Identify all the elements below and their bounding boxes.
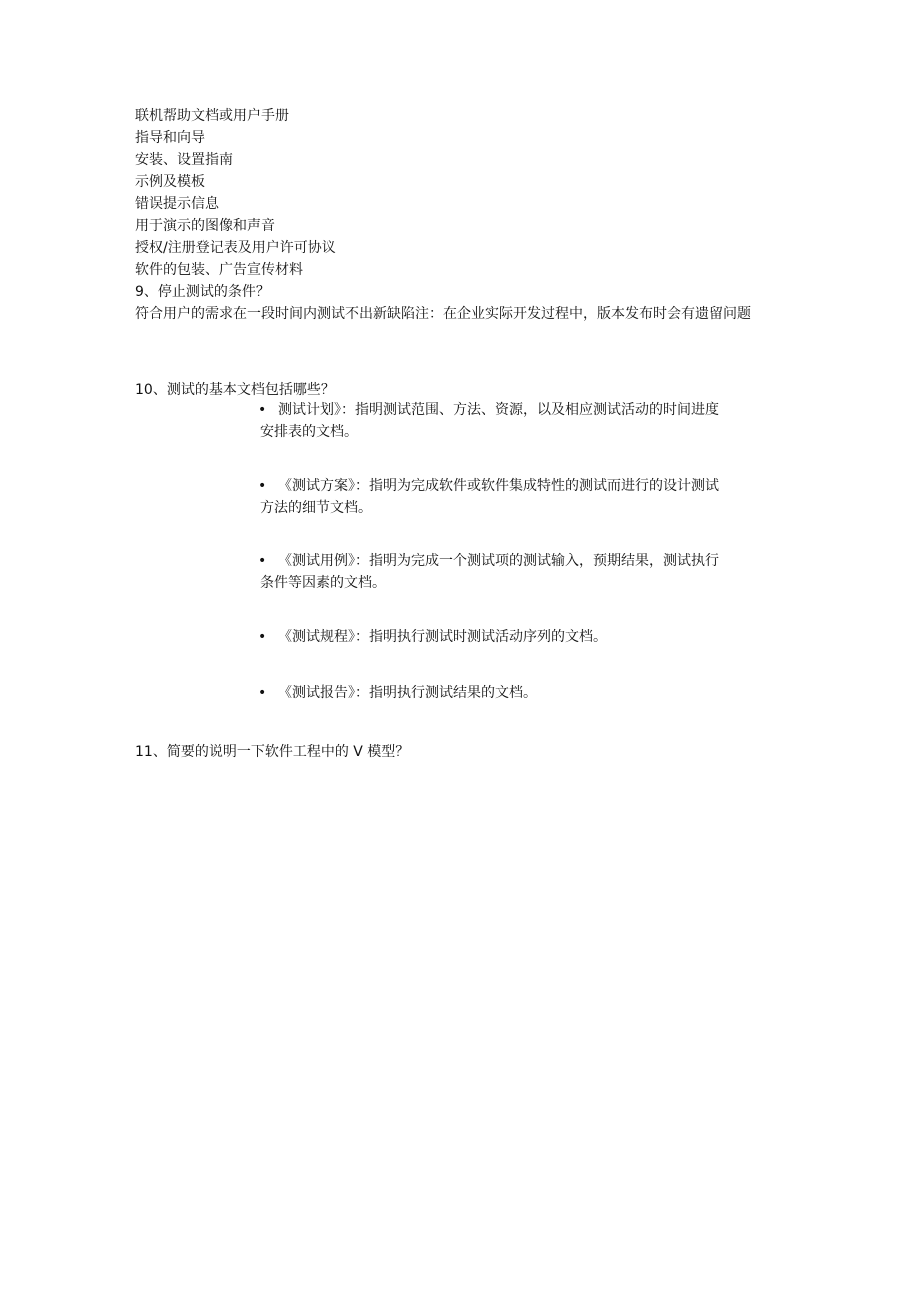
question-11: 11、简要的说明一下软件工程中的 V 模型？ bbox=[135, 744, 410, 760]
list-item: 用于演示的图像和声音 bbox=[135, 218, 275, 234]
list-item: 安装、设置指南 bbox=[135, 152, 233, 168]
bullet-icon: • bbox=[258, 402, 267, 418]
bullet-text-continued: 条件等因素的文档。 bbox=[260, 575, 386, 591]
bullet-item-test-plan bbox=[258, 399, 788, 443]
bullet-icon: • bbox=[258, 553, 267, 569]
list-item: 错误提示信息 bbox=[135, 196, 219, 212]
bullet-text: 《测试报告》：指明执行测试结果的文档。 bbox=[278, 685, 537, 701]
bullet-icon: • bbox=[258, 629, 267, 645]
bullet-text-continued: 方法的细节文档。 bbox=[260, 500, 372, 516]
bullet-item-test-report bbox=[258, 682, 788, 704]
bullet-text: 《测试方案》：指明为完成软件或软件集成特性的测试而进行的设计测试 bbox=[278, 478, 719, 494]
list-item: 示例及模板 bbox=[135, 174, 205, 190]
bullet-icon: • bbox=[258, 478, 267, 494]
bullet-text: 《测试用例》：指明为完成一个测试项的测试输入，预期结果，测试执行 bbox=[278, 553, 719, 569]
bullet-item-test-scheme bbox=[258, 475, 788, 519]
question-10: 10、测试的基本文档包括哪些？ bbox=[135, 382, 335, 398]
bullet-text: 《测试规程》：指明执行测试时测试活动序列的文档。 bbox=[278, 629, 607, 645]
list-item: 软件的包装、广告宣传材料 bbox=[135, 262, 303, 278]
question-9: 9、停止测试的条件？ bbox=[135, 284, 270, 300]
bullet-icon: • bbox=[258, 685, 267, 701]
list-item: 授权/注册登记表及用户许可协议 bbox=[135, 240, 336, 256]
answer-9: 符合用户的需求在一段时间内测试不出新缺陷注：在企业实际开发过程中，版本发布时会有遗留问题 bbox=[135, 306, 751, 322]
list-item: 联机帮助文档或用户手册 bbox=[135, 108, 289, 124]
bullet-text-continued: 安排表的文档。 bbox=[260, 424, 358, 440]
bullet-item-test-procedure bbox=[258, 626, 788, 648]
bullet-text: 测试计划》：指明测试范围、方法、资源，以及相应测试活动的时间进度 bbox=[278, 402, 719, 418]
bullet-item-test-case bbox=[258, 550, 788, 594]
list-item: 指导和向导 bbox=[135, 130, 205, 146]
